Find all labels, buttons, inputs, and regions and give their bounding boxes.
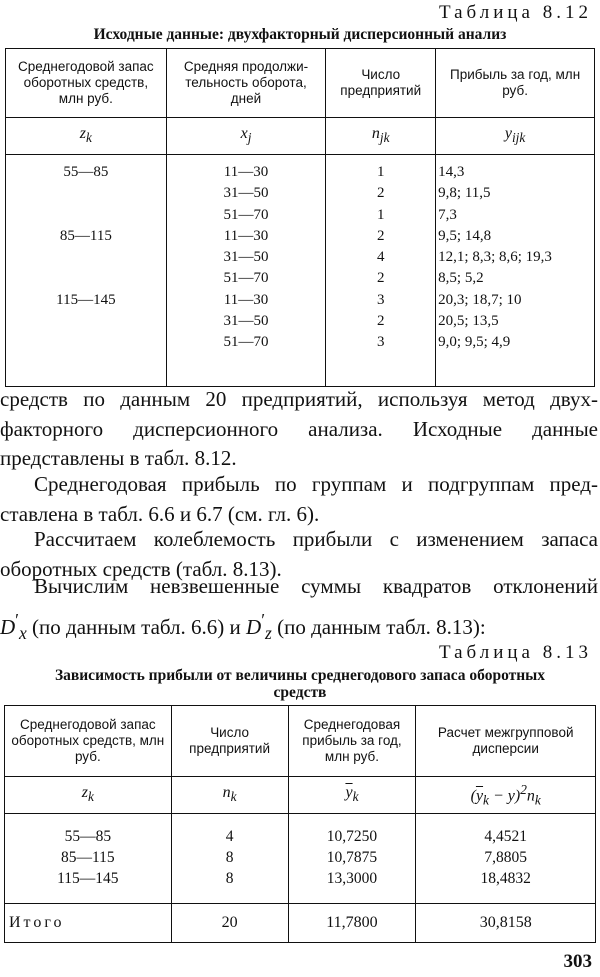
duration-cell: 11—30 <box>223 164 269 180</box>
count-cell: 2 <box>376 313 385 330</box>
text-line: факторного дисперсионного анализа. Исходные данные <box>0 416 598 441</box>
table-cell: 55—85 <box>64 828 112 845</box>
count-cell: 1 <box>376 206 385 223</box>
header-duration: Средняя продолжи- тельность оборота, дней <box>166 49 326 118</box>
text-line: оборотных средств (табл. 8.13). <box>0 556 282 581</box>
text-line: ставлена в табл. 6.6 и 6.7 (см. гл. 6). <box>0 501 320 526</box>
total-dispersion: 30,8158 <box>416 904 596 943</box>
table-cell: 85—115 <box>60 849 115 866</box>
text-line: Вычислим невзвешенные суммы квадратов отклонений <box>34 574 598 598</box>
profit-cell: 9,8; 11,5 <box>438 185 491 202</box>
profit-cell: 8,5; 5,2 <box>438 270 484 287</box>
symbol-z: $z_k$ <box>6 118 167 155</box>
table-cell: 13,3000 <box>326 870 378 887</box>
table-cell: 7,8805 <box>484 849 528 866</box>
profits-column <box>436 155 595 387</box>
profit-cell: 14,3 <box>438 164 465 180</box>
count-cell: 3 <box>376 334 385 351</box>
table-8-13 <box>4 705 596 943</box>
profit-cell: 7,3 <box>438 206 457 223</box>
counts-column <box>326 155 436 387</box>
duration-cell: 31—50 <box>223 185 269 202</box>
symbol-row <box>6 118 595 155</box>
stock-column <box>5 814 172 904</box>
paragraph-1 <box>0 385 598 474</box>
text-line: Рассчитаем колеблемость прибыли с изменением запаса <box>34 527 598 551</box>
table-body <box>6 155 595 387</box>
page-number: 303 <box>563 951 592 972</box>
symbol-row <box>5 777 596 814</box>
avg-profit-column <box>288 814 416 904</box>
count-cell: 2 <box>376 270 385 287</box>
count-column <box>171 814 288 904</box>
formula-line: $D'_x$ (по данным табл. 6.6) и $D'_z$ (по данным табл. 8.13): <box>0 609 486 643</box>
header-stock: Среднегодовой запас оборотных средств, млн руб. <box>5 706 172 777</box>
group-cell: 85—115 <box>59 227 112 244</box>
header-profit: Прибыль за год, млн руб. <box>436 49 595 118</box>
header-avg-profit: Среднегодовая прибыль за год, млн руб. <box>288 706 416 777</box>
count-cell: 3 <box>376 291 385 308</box>
table-8-13-title: Зависимость прибыли от величины среднегодового запаса оборотных средств <box>54 667 546 701</box>
duration-cell: 51—70 <box>223 270 269 287</box>
paragraph-4 <box>0 572 598 648</box>
table-cell: 4 <box>225 828 234 845</box>
durations-column <box>166 155 326 387</box>
profit-cell: 20,5; 13,5 <box>438 313 499 330</box>
count-cell: 4 <box>376 249 385 266</box>
duration-cell: 31—50 <box>223 249 269 266</box>
table-cell: 8 <box>225 870 234 887</box>
symbol-formula: $(\overline{y}_k - y)^2n_k$ <box>416 777 596 814</box>
text-line: представлены в табл. 8.12. <box>0 446 237 470</box>
profit-cell: 20,3; 18,7; 10 <box>438 291 522 308</box>
table-cell: 4,4521 <box>484 828 528 845</box>
profit-cell: 9,0; 9,5; 4,9 <box>438 334 511 351</box>
symbol-z: $z_k$ <box>5 777 172 814</box>
profit-cell: 9,5; 14,8 <box>438 227 492 244</box>
profit-cell: 12,1; 8,3; 8,6; 19,3 <box>438 249 552 266</box>
count-cell: 1 <box>376 164 385 180</box>
duration-cell: 11—30 <box>223 291 269 308</box>
symbol-n: $n_{jk}$ <box>326 118 436 155</box>
dispersion-column <box>416 814 596 904</box>
paragraph-2 <box>0 470 598 529</box>
duration-cell: 31—50 <box>223 313 269 330</box>
symbol-ybar: $\overline{y}_k$ <box>288 777 416 814</box>
table-cell: 18,4832 <box>480 870 531 887</box>
table-header-row <box>5 706 596 777</box>
table-8-12-caption: Таблица 8.12 <box>438 2 592 23</box>
symbol-n: $n_k$ <box>171 777 288 814</box>
symbol-y: $y_{ijk}$ <box>436 118 595 155</box>
group-cell: 115—145 <box>56 291 116 308</box>
table-8-12-title: Исходные данные: двухфакторный дисперсионный анализ <box>93 26 507 43</box>
header-count: Число предприятий <box>326 49 436 118</box>
text-line: средств по данным 20 предприятий, используя метод двух- <box>0 387 598 411</box>
table-8-13-caption: Таблица 8.13 <box>438 642 592 663</box>
table-cell: 10,7250 <box>326 828 378 845</box>
symbol-x: $x_j$ <box>166 118 326 155</box>
duration-cell: 51—70 <box>223 334 269 351</box>
total-count: 20 <box>171 904 288 943</box>
header-stock: Среднегодовой запас оборотных средств, млн руб. <box>6 49 167 118</box>
header-dispersion: Расчет межгрупповой дисперсии <box>416 706 596 777</box>
total-avg-profit: 11,7800 <box>288 904 416 943</box>
groups-column <box>6 155 167 387</box>
count-cell: 2 <box>376 185 385 202</box>
table-cell: 10,7875 <box>326 849 378 866</box>
text-line: Среднегодовая прибыль по группам и подгруппам пред- <box>34 472 598 496</box>
total-label: Итого <box>5 904 172 943</box>
count-cell: 2 <box>376 227 385 244</box>
header-count: Число предприятий <box>171 706 288 777</box>
table-cell: 8 <box>225 849 234 866</box>
table-body <box>5 814 596 904</box>
duration-cell: 11—30 <box>223 227 269 244</box>
total-row <box>5 904 596 943</box>
group-cell: 55—85 <box>63 164 109 180</box>
duration-cell: 51—70 <box>223 206 269 223</box>
table-header-row <box>6 49 595 118</box>
table-8-12 <box>5 48 595 387</box>
table-cell: 115—145 <box>57 870 119 887</box>
